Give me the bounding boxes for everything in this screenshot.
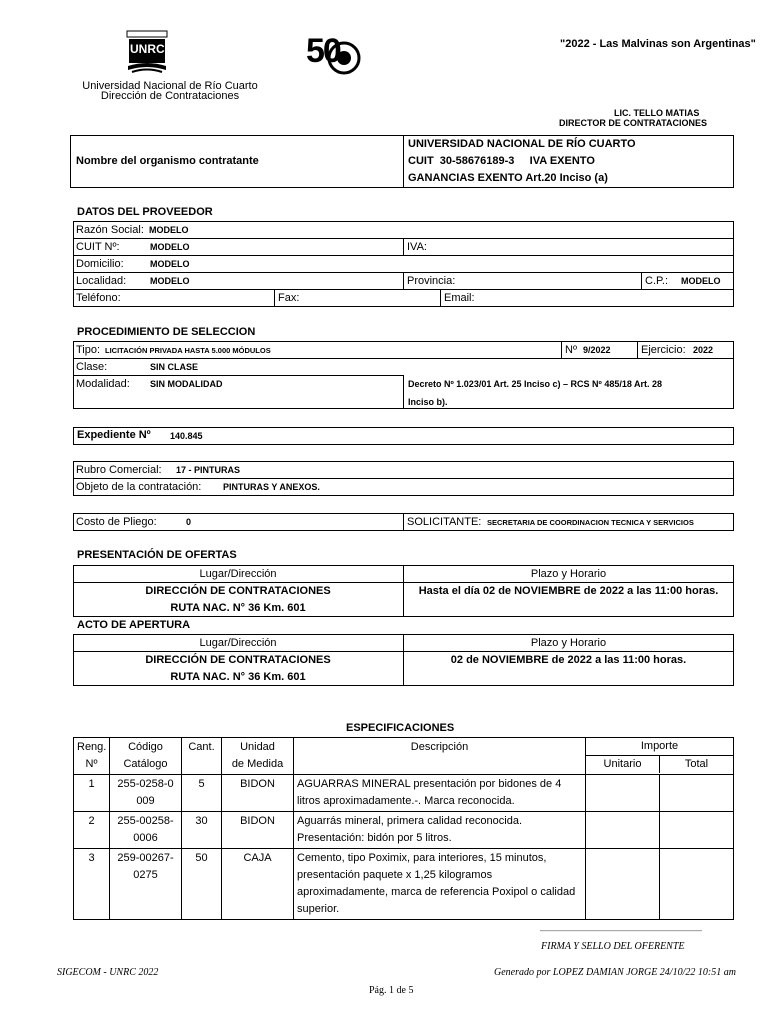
row-unitario xyxy=(586,849,660,920)
clase-value: SIN CLASE xyxy=(150,362,199,372)
rubro-label: Rubro Comercial: xyxy=(76,464,162,476)
iva-label: IVA: xyxy=(407,241,427,253)
objeto-label: Objeto de la contratación: xyxy=(76,481,202,493)
header-importe: Importe Unitario Total xyxy=(586,738,734,775)
especificaciones-title: ESPECIFICACIONES xyxy=(346,722,455,734)
expediente-value: 140.845 xyxy=(170,431,203,441)
row-unidad: BIDON xyxy=(222,812,294,849)
row-total xyxy=(660,812,734,849)
header-cant: Cant. xyxy=(182,738,222,775)
row-reng: 3 xyxy=(74,849,110,920)
objeto-value: PINTURAS Y ANEXOS. xyxy=(223,482,320,492)
row-unidad: BIDON xyxy=(222,775,294,812)
header-unitario: Unitario xyxy=(586,756,660,773)
organismo-line2: CUIT 30-58676189-3 IVA EXENTO xyxy=(408,155,595,167)
table-row xyxy=(74,812,734,849)
organismo-line3: GANANCIAS EXENTO Art.20 Inciso (a) xyxy=(408,172,608,184)
presentacion-plazo-header: Plazo y Horario xyxy=(530,568,607,580)
telefono-label: Teléfono: xyxy=(76,292,121,304)
row-cant: 50 xyxy=(182,849,222,920)
table-row xyxy=(74,775,734,812)
procedimiento-title: PROCEDIMIENTO DE SELECCION xyxy=(77,326,256,338)
footer-left: SIGECOM - UNRC 2022 xyxy=(57,967,159,978)
unrc-logo xyxy=(126,30,168,78)
row-total xyxy=(660,775,734,812)
motto: "2022 - Las Malvinas son Argentinas" xyxy=(560,38,756,50)
row-cant: 30 xyxy=(182,812,222,849)
organismo-line1: UNIVERSIDAD NACIONAL DE RÍO CUARTO xyxy=(408,138,636,150)
row-unitario xyxy=(586,812,660,849)
firma-label: FIRMA Y SELLO DEL OFERENTE xyxy=(541,941,685,952)
clase-label: Clase: xyxy=(76,361,108,373)
fax-label: Fax: xyxy=(278,292,300,304)
apertura-title: ACTO DE APERTURA xyxy=(77,619,191,631)
row-descripcion: AGUARRAS MINERAL presentación por bidones de 4 litros aproximadamente.-. Marca reconocida. xyxy=(294,775,586,812)
solicitante-label: SOLICITANTE: xyxy=(407,516,482,528)
cuit-label: CUIT Nº: xyxy=(76,241,120,253)
department-name: Dirección de Contrataciones xyxy=(100,90,240,102)
tipo-value: LICITACIÓN PRIVADA HASTA 5.000 MÓDULOS xyxy=(105,346,271,355)
header-codigo: Código Catálogo xyxy=(110,738,182,775)
numero-value: 9/2022 xyxy=(583,345,611,355)
solicitante-value: SECRETARIA DE COORDINACION TECNICA Y SERVICIOS xyxy=(487,518,694,527)
email-label: Email: xyxy=(444,292,475,304)
modalidad-value: SIN MODALIDAD xyxy=(150,379,223,389)
row-codigo: 259-00267- 0275 xyxy=(110,849,182,920)
apertura-lugar-line1: DIRECCIÓN DE CONTRATACIONES xyxy=(145,654,331,666)
ejercicio-value: 2022 xyxy=(693,345,714,355)
university-name: Universidad Nacional de Río Cuarto xyxy=(82,80,258,92)
razon-label: Razón Social: xyxy=(76,224,144,236)
decreto-line1: Decreto Nº 1.023/01 Art. 25 Inciso c) – RCS Nº 485/18 Art. 28 xyxy=(408,379,663,389)
firma-line: —————————————————— xyxy=(540,925,702,935)
row-reng: 2 xyxy=(74,812,110,849)
razon-value: MODELO xyxy=(149,225,189,235)
numero-label: Nº xyxy=(565,344,577,356)
expediente-label: Expediente Nº xyxy=(77,429,151,441)
presentacion-plazo-value: Hasta el día 02 de NOVIEMBRE de 2022 a las 11:00 horas. xyxy=(418,585,719,597)
proveedor-title: DATOS DEL PROVEEDOR xyxy=(77,206,213,218)
cuit-value: MODELO xyxy=(150,242,190,252)
header-reng: Reng. Nº xyxy=(74,738,110,775)
apertura-lugar-line2: RUTA NAC. N° 36 Km. 601 xyxy=(170,671,306,683)
domicilio-value: MODELO xyxy=(150,259,190,269)
organismo-label: Nombre del organismo contratante xyxy=(76,155,259,167)
cp-value: MODELO xyxy=(681,276,721,286)
localidad-value: MODELO xyxy=(150,276,190,286)
modalidad-label: Modalidad: xyxy=(76,378,130,390)
localidad-label: Localidad: xyxy=(76,275,127,287)
costo-value: 0 xyxy=(186,517,192,527)
cp-label: C.P.: xyxy=(645,275,669,287)
provincia-label: Provincia: xyxy=(407,275,456,287)
costo-label: Costo de Pliego: xyxy=(76,516,157,528)
rubro-value: 17 - PINTURAS xyxy=(176,465,241,475)
row-descripcion: Aguarrás mineral, primera calidad reconocida. Presentación: bidón por 5 litros. xyxy=(294,812,586,849)
director-title: DIRECTOR DE CONTRATACIONES xyxy=(559,118,708,128)
footer-right: Generado por LOPEZ DAMIAN JORGE 24/10/22 10:51 am xyxy=(494,967,736,978)
header-unidad: Unidad de Medida xyxy=(222,738,294,775)
director-name: LIC. TELLO MATIAS xyxy=(614,108,700,118)
presentacion-lugar-line1: DIRECCIÓN DE CONTRATACIONES xyxy=(145,585,331,597)
apertura-plazo-value: 02 de NOVIEMBRE de 2022 a las 11:00 horas. xyxy=(450,654,687,666)
anniversary-logo xyxy=(306,34,364,76)
page-number: Pág. 1 de 5 xyxy=(369,985,414,996)
especificaciones-table xyxy=(73,737,734,920)
apertura-lugar-header: Lugar/Dirección xyxy=(199,637,277,649)
row-unidad: CAJA xyxy=(222,849,294,920)
table-row xyxy=(74,849,734,920)
tipo-label: Tipo: xyxy=(76,344,101,356)
row-codigo: 255-0258-0 009 xyxy=(110,775,182,812)
domicilio-label: Domicilio: xyxy=(76,258,124,270)
header-total: Total xyxy=(684,758,709,770)
row-descripcion: Cemento, tipo Poximix, para interiores, 15 minutos, presentación paquete x 1,25 kilogramos aproximadamente, marca de referencia Poxipol o calidad superior. xyxy=(294,849,586,920)
logo-text: UNRC xyxy=(130,42,165,56)
presentacion-title: PRESENTACIÓN DE OFERTAS xyxy=(77,549,237,561)
anniversary-text: 50 xyxy=(306,32,340,70)
row-codigo: 255-00258- 0006 xyxy=(110,812,182,849)
presentacion-lugar-header: Lugar/Dirección xyxy=(199,568,277,580)
decreto-line2: Inciso b). xyxy=(408,397,448,407)
presentacion-lugar-line2: RUTA NAC. N° 36 Km. 601 xyxy=(170,602,306,614)
row-cant: 5 xyxy=(182,775,222,812)
apertura-plazo-header: Plazo y Horario xyxy=(530,637,607,649)
row-total xyxy=(660,849,734,920)
header-descripcion: Descripción xyxy=(294,738,586,775)
row-unitario xyxy=(586,775,660,812)
ejercicio-label: Ejercicio: xyxy=(641,344,686,356)
row-reng: 1 xyxy=(74,775,110,812)
